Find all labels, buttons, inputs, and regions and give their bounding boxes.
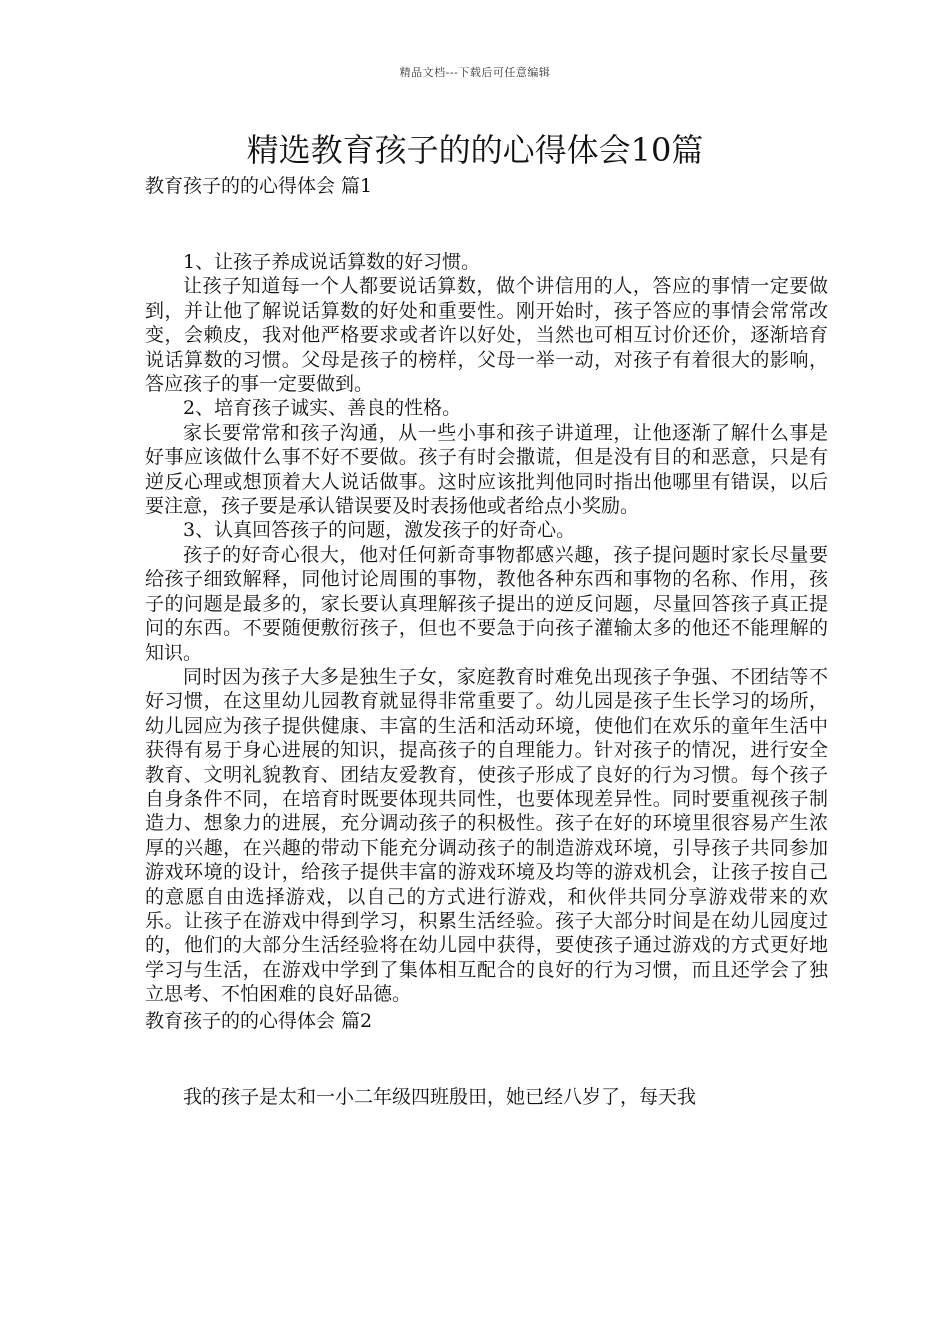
document-body (145, 172, 828, 1109)
section-1-paragraph: 3、认真回答孩子的问题，激发孩子的好奇心。 (183, 519, 576, 542)
section-1-paragraph: 2、培育孩子诚实、善良的性格。 (183, 397, 462, 420)
section-1-paragraph: 1、让孩子养成说话算数的好习惯。 (183, 251, 481, 273)
section-1-paragraph: 同时因为孩子大多是独生子女，家庭教育时难免出现孩子争强、不团结等不好习惯，在这里幼儿园教育就显得非常重要了。幼儿园是孩子生长学习的场所，幼儿园应为孩子提供健康、丰富的生活和活动环境，使他们在欢乐的童年生活中获得有易于身心进展的知识，提高孩子的自理能力。针对孩子的情况，进行安全教育、文明礼貌教育、团结友爱教育，使孩子形成了良好的行为习惯。每个孩子自身条件不同，在培育时既要体现共同性，也要体现差异性。同时要重视孩子制造力、想象力的进展，充分调动孩子的积极性。孩子在好的环境里很容易产生浓厚的兴趣，在兴趣的带动下能充分调动孩子的制造游戏环境，引导孩子共同参加游戏环境的设计，给孩子提供丰富的游戏环境及均等的游戏机会，让孩子按自己的意愿自由选择游戏，以自己的方式进行游戏，和伙伴共同分享游戏带来的欢乐。让孩子在游戏中得到学习，积累生活经验。孩子大部分时间是在幼儿园度过的，他们的大部分生活经验将在幼儿园中获得，要使孩子通过游戏的方式更好地学习与生活，在游戏中学到了集体相互配合的良好的行为习惯，而且还学会了独立思考、不怕困难的良好品德。 (145, 665, 828, 1006)
section-2-paragraph: 我的孩子是太和一小二年级四班殷田，她已经八岁了，每天我 (183, 1085, 697, 1108)
header-note: 精品文档---下载后可任意编辑 (399, 66, 551, 79)
document-title: 精选教育孩子的的心得体会10篇 (246, 131, 704, 169)
section-1-paragraph: 家长要常常和孩子沟通，从一些小事和孩子讲道理，让他逐渐了解什么事是好事应该做什么事不好不要做。孩子有时会撒谎，但是没有目的和恶意，只是有逆反心理或想顶着大人说话做事。这时应该批判他同时指出他哪里有错误，以后要注意，孩子要是承认错误要及时表扬他或者给点小奖励。 (145, 421, 828, 518)
section-1-paragraph: 让孩子知道每一个人都要说话算数，做个讲信用的人，答应的事情一定要做到，并让他了解说话算数的好处和重要性。刚开始时，孩子答应的事情会常常改变，会赖皮，我对他严格要求或者许以好处，当然也可相互讨价还价，逐渐培育说话算数的习惯。父母是孩子的榜样，父母一举一动，对孩子有着很大的影响，答应孩子的事一定要做到。 (145, 275, 828, 396)
section-heading-2: 教育孩子的的心得体会 篇2 (145, 1009, 373, 1032)
section-heading-1: 教育孩子的的心得体会 篇1 (145, 175, 373, 197)
section-1-paragraph: 孩子的好奇心很大，他对任何新奇事物都感兴趣，孩子提问题时家长尽量要给孩子细致解释，同他讨论周围的事物，教他各种东西和事物的名称、作用，孩子的问题是最多的，家长要认真理解孩子提出的逆反问题，尽量回答孩子真正提问的东西。不要随便敷衍孩子，但也不要急于向孩子灌输太多的他还不能理解的知识。 (145, 543, 828, 664)
